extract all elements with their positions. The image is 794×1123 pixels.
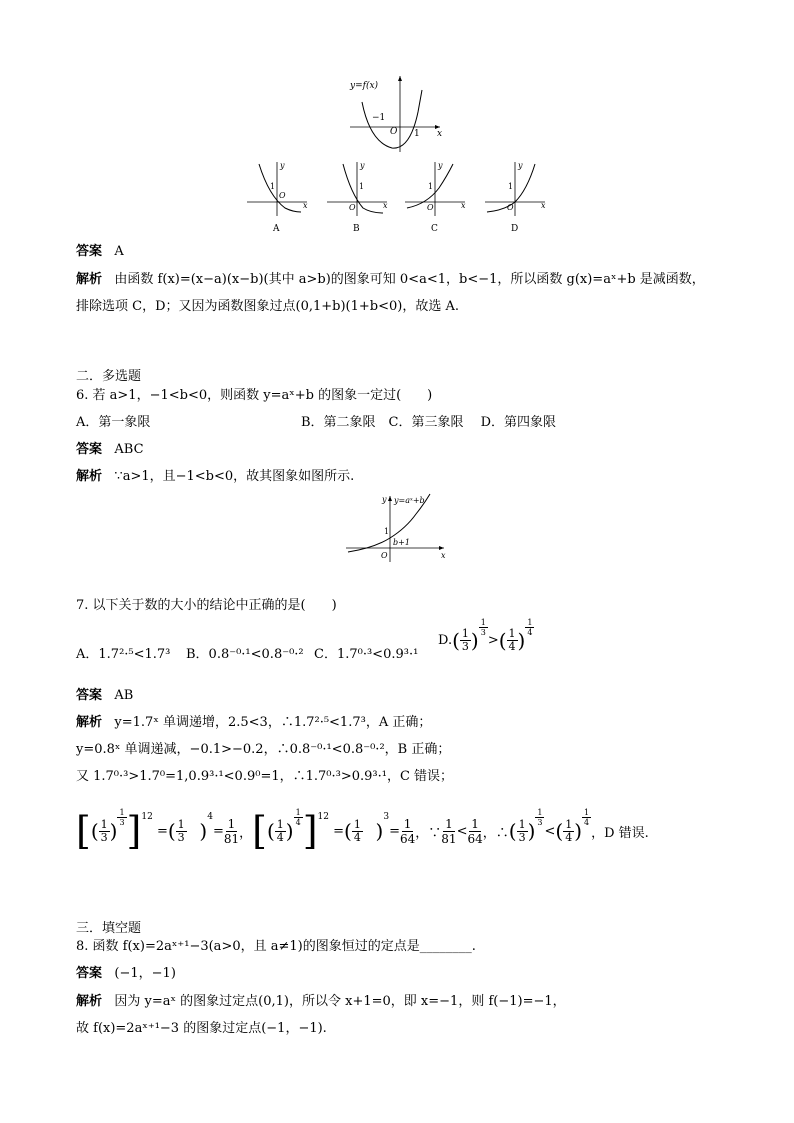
svg-text:O: O	[279, 191, 286, 200]
q8-analysis-1: 解析 因为 y=aˣ 的图象过定点(0,1)，所以令 x+1=0，即 x=−1，则 f(−1)=−1，	[76, 994, 566, 1009]
q8-analysis-2: 故 f(x)=2aˣ⁺¹−3 的图象过定点(−1，−1).	[76, 1021, 327, 1036]
svg-text:x: x	[383, 201, 388, 210]
option-a-letter: A	[273, 224, 280, 234]
svg-text:O: O	[427, 203, 434, 212]
q7-option-a: A．1.7²·⁵<1.7³	[76, 647, 171, 662]
svg-text:y: y	[360, 161, 365, 170]
svg-text:1: 1	[428, 182, 434, 191]
svg-text:x: x	[461, 201, 466, 210]
svg-text:1: 1	[384, 527, 390, 536]
svg-text:y: y	[280, 161, 285, 170]
q7-analysis-1: 解析 y=1.7ˣ 单调递增，2.5<3，∴1.7²·⁵<1.7³，A 正确；	[76, 715, 432, 730]
option-graph-d	[483, 160, 549, 235]
q8-answer: 答案 (−1，−1)	[76, 966, 176, 981]
q7-option-d: D.( $\frac{1}{3}$ ) $^{\frac{1}{3}}$ >( $\frac{1}{4}$ ) $^{\frac{1}{4}}$	[438, 618, 533, 653]
svg-text:1: 1	[270, 182, 276, 191]
svg-text:x: x	[303, 201, 308, 210]
option-graph-c	[403, 160, 469, 235]
section2-title: 二．多选题	[76, 369, 142, 384]
q7-analysis-2: y=0.8ˣ 单调递减，−0.1>−0.2，∴0.8⁻⁰·¹<0.8⁻⁰·²，B 正确；	[76, 742, 451, 757]
graph-fx	[340, 72, 450, 154]
option-graph-a	[245, 160, 311, 235]
q6-options-bcd: B．第二象限 C．第三象限 D．第四象限	[301, 415, 557, 430]
q7-analysis-3: 又 1.7⁰·³>1.7⁰=1,0.9³·¹<0.9⁰=1，∴1.7⁰·³>0.9³·¹，C 错误；	[76, 769, 454, 784]
q7-option-c: C．1.7⁰·³<0.9³·¹	[314, 647, 419, 662]
q8-blank: ________	[419, 939, 472, 954]
q7-answer: 答案 AB	[76, 688, 134, 703]
q6-analysis: 解析 ∵a>1，且−1<b<0，故其图象如图所示.	[76, 469, 355, 484]
svg-text:x: x	[441, 551, 446, 560]
fx-origin: O	[390, 127, 398, 137]
option-c-letter: C	[431, 224, 438, 234]
option-graph-b	[325, 160, 391, 235]
graph-q6	[344, 492, 454, 564]
q5-analysis-2: 排除选项 C，D；又因为函数图象过点(0,1+b)(1+b<0)，故选 A.	[76, 299, 459, 314]
q6-answer: 答案 ABC	[76, 442, 144, 457]
q7-option-b: B．0.8⁻⁰·¹<0.8⁻⁰·²	[186, 647, 304, 662]
fx-minus1: −1	[372, 113, 386, 123]
fx-x: x	[437, 129, 443, 139]
q6-option-a: A．第一象限	[76, 415, 151, 430]
svg-text:b+1: b+1	[393, 538, 410, 547]
q5-analysis-1: 解析 由函数 f(x)=(x−a)(x−b)(其中 a>b)的图象可知 0<a<1，b<−1，所以函数 g(x)=aˣ+b 是减函数，	[76, 272, 705, 287]
svg-text:O: O	[381, 551, 388, 560]
svg-text:y: y	[382, 495, 387, 504]
svg-text:y: y	[438, 161, 443, 170]
fx-one: 1	[414, 129, 420, 139]
svg-text:1: 1	[508, 182, 514, 191]
q8-stem: 8. 函数 f(x)=2aˣ⁺¹−3(a>0，且 a≠1)的图象恒过的定点是________.	[76, 939, 476, 954]
svg-text:O: O	[349, 203, 356, 212]
svg-text:x: x	[541, 201, 546, 210]
option-d-letter: D	[511, 224, 519, 234]
section3-title: 三．填空题	[76, 921, 142, 936]
svg-text:y=aˣ+b: y=aˣ+b	[394, 496, 425, 505]
fx-label: y=f(x)	[350, 81, 379, 91]
svg-text:1: 1	[359, 182, 365, 191]
option-b-letter: B	[353, 224, 360, 234]
q6-stem: 6. 若 a>1，−1<b<0，则函数 y=aˣ+b 的图象一定过( )	[76, 388, 433, 403]
svg-text:O: O	[507, 203, 514, 212]
q5-answer: 答案 A	[76, 244, 124, 259]
q7-stem: 7. 以下关于数的大小的结论中正确的是( )	[76, 598, 337, 613]
q7-analysis-4: [ ( $\frac{1}{3}$ ) $\frac{1}{3}$ ] 12 = ( $\frac{1}{3}$ ) 4 = $\frac{1}{81}$ ， [ ( $\frac{1}{4}$ ) $\frac{1}{4}$ ] 12 = ( $\frac{1}{4}$ ) 3 = $\frac{1}{64}$ ，∵ $\frac{1}{81}$ < $\frac{1}{64}$ ，∴ ( $\frac{1}{3}$ ) $\frac{1}{3}$ < ( $\frac{1}{4}$ ) $\frac{1}{4}$ ，D 错误.	[76, 807, 649, 853]
svg-text:y: y	[518, 161, 523, 170]
